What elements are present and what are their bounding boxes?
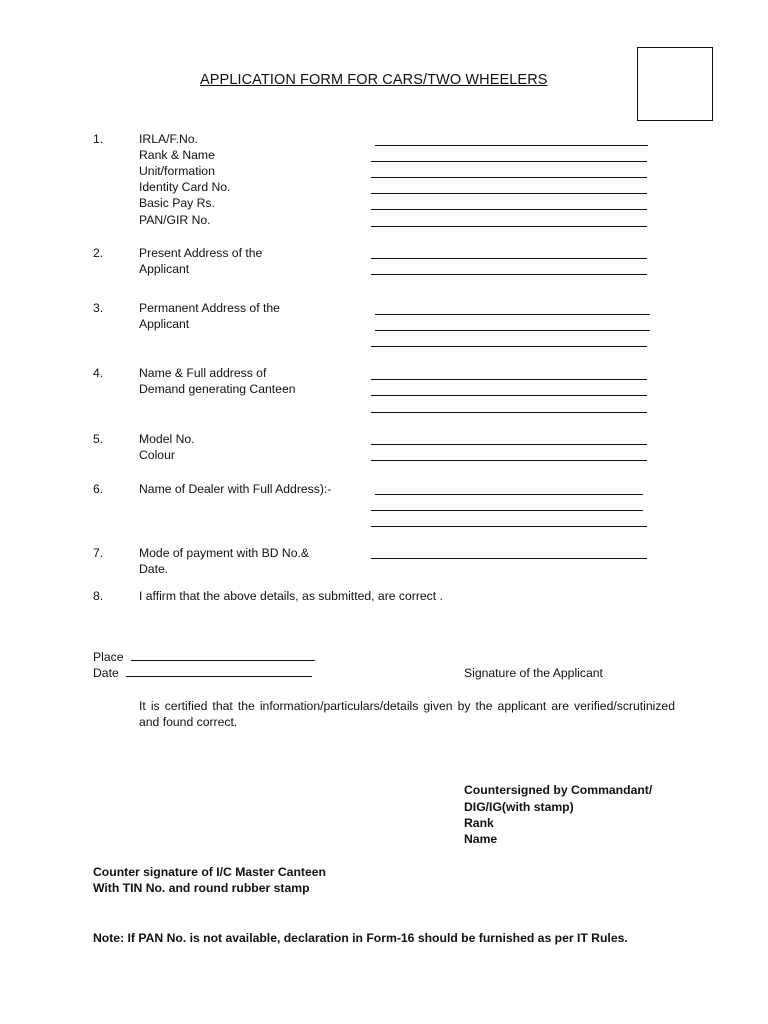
item-number: 1.: [93, 132, 104, 146]
field-label-canteen-name-2: Demand generating Canteen: [139, 382, 296, 396]
place-line[interactable]: [131, 650, 315, 661]
pan-note: Note: If PAN No. is not available, declaration in Form-16 should be furnished as per IT Rules.: [93, 931, 628, 945]
fill-line[interactable]: [375, 330, 650, 331]
field-label-payment: Mode of payment with BD No.&: [139, 546, 310, 560]
fill-line[interactable]: [371, 510, 643, 511]
certification-text: It is certified that the information/particulars/details given by the applicant are verified/scrutinized and found correct.: [139, 699, 675, 730]
field-label-present-address-2: Applicant: [139, 262, 190, 276]
fill-line[interactable]: [371, 177, 647, 178]
item-number: 7.: [93, 546, 104, 560]
fill-line[interactable]: [371, 395, 647, 396]
photo-box: [637, 47, 713, 121]
fill-line[interactable]: [371, 209, 647, 210]
place-field[interactable]: [93, 649, 315, 665]
fill-line[interactable]: [371, 412, 647, 413]
date-label: Date: [93, 666, 119, 680]
countersign-name: Name: [464, 832, 498, 846]
item-number: 8.: [93, 589, 104, 603]
fill-line[interactable]: [371, 274, 647, 275]
countersign-line-2: DIG/IG(with stamp): [464, 800, 574, 814]
fill-line[interactable]: [375, 494, 643, 495]
fill-line[interactable]: [371, 379, 647, 380]
item-number: 4.: [93, 366, 104, 380]
field-label-payment-2: Date.: [139, 562, 169, 576]
place-label: Place: [93, 650, 124, 664]
countersign-line-1: Countersigned by Commandant/: [464, 783, 653, 797]
affirmation-text: I affirm that the above details, as submitted, are correct .: [139, 589, 443, 603]
fill-line[interactable]: [375, 145, 648, 146]
field-label-model: Model No.: [139, 432, 195, 446]
countersign-rank: Rank: [464, 816, 494, 830]
field-label-unit: Unit/formation: [139, 164, 215, 178]
fill-line[interactable]: [371, 258, 647, 259]
fill-line[interactable]: [371, 444, 647, 445]
field-label-permanent-address: Permanent Address of the: [139, 301, 280, 315]
fill-line[interactable]: [371, 193, 647, 194]
date-field[interactable]: [93, 665, 312, 681]
date-line[interactable]: [126, 666, 312, 677]
canteen-signature-line-1: Counter signature of I/C Master Canteen: [93, 865, 326, 879]
fill-line[interactable]: [371, 226, 647, 227]
fill-line[interactable]: [371, 526, 647, 527]
fill-line[interactable]: [371, 346, 647, 347]
applicant-signature-label: Signature of the Applicant: [464, 666, 603, 680]
field-label-pan: PAN/GIR No.: [139, 213, 211, 227]
field-label-permanent-address-2: Applicant: [139, 317, 190, 331]
field-label-canteen-name: Name & Full address of: [139, 366, 267, 380]
item-number: 6.: [93, 482, 104, 496]
fill-line[interactable]: [371, 558, 647, 559]
canteen-signature-line-2: With TIN No. and round rubber stamp: [93, 881, 310, 895]
field-label-identity-card: Identity Card No.: [139, 180, 231, 194]
item-number: 5.: [93, 432, 104, 446]
field-label-dealer: Name of Dealer with Full Address):-: [139, 482, 332, 496]
field-label-present-address: Present Address of the: [139, 246, 263, 260]
fill-line[interactable]: [375, 314, 650, 315]
field-label-colour: Colour: [139, 448, 175, 462]
field-label-irla: IRLA/F.No.: [139, 132, 198, 146]
item-number: 2.: [93, 246, 104, 260]
field-label-rank-name: Rank & Name: [139, 148, 215, 162]
fill-line[interactable]: [371, 460, 647, 461]
form-title: APPLICATION FORM FOR CARS/TWO WHEELERS: [200, 72, 548, 88]
field-label-basic-pay: Basic Pay Rs.: [139, 196, 215, 210]
fill-line[interactable]: [371, 161, 647, 162]
item-number: 3.: [93, 301, 104, 315]
